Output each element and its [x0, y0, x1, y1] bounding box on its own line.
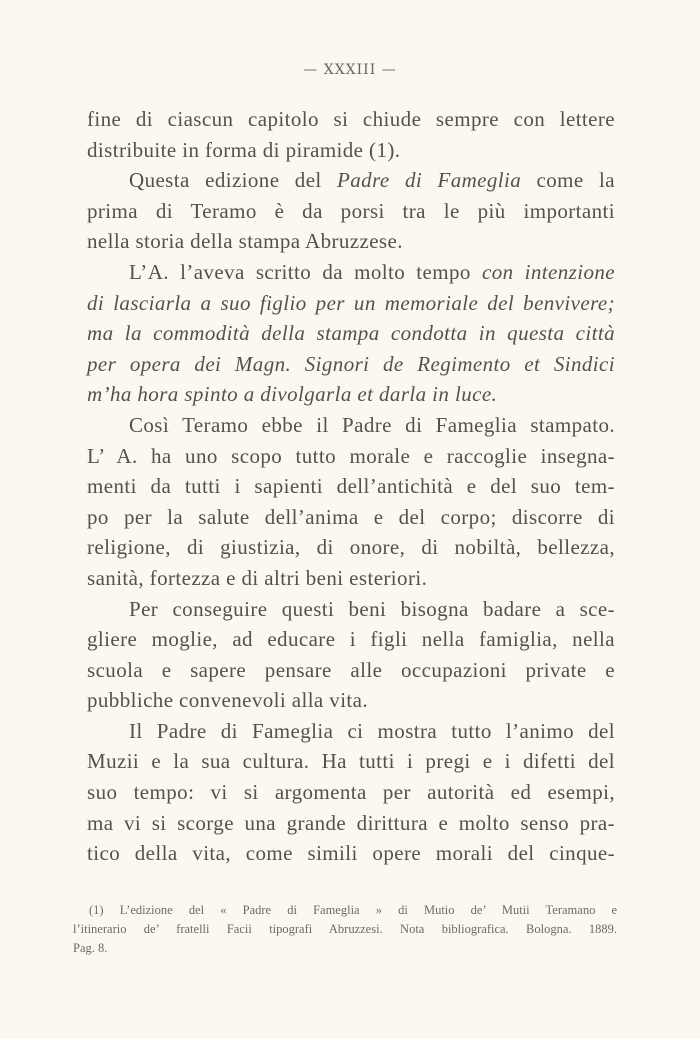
body-line	[87, 471, 615, 502]
body-text	[87, 104, 615, 869]
footnote-line: (1) L’edizione del « Padre di Fameglia » di Mutio de’ Mutii Teramano e	[89, 903, 617, 917]
body-line	[87, 624, 615, 655]
body-line	[87, 257, 615, 288]
body-line-text: menti da tutti i sapienti dell’antichità e del suo tem-	[87, 474, 615, 499]
body-line-italic: di lasciarla a suo figlio per un memoriale del benvivere;	[87, 290, 615, 315]
body-line	[87, 318, 615, 349]
body-line	[87, 349, 615, 380]
body-line-text: ma vi si scorge una grande dirittura e molto senso pra-	[87, 810, 615, 835]
body-line	[87, 165, 615, 196]
body-line-italic: con intenzione	[481, 259, 615, 284]
footnote	[73, 901, 617, 958]
body-line	[87, 288, 615, 319]
body-line	[87, 379, 615, 410]
body-line-text: gliere moglie, ad educare i figli nella famiglia, nella	[87, 627, 615, 652]
footnote-line: Pag. 8.	[73, 941, 108, 955]
body-line	[87, 226, 615, 257]
body-line-text: nella storia della stampa Abruzzese.	[87, 229, 403, 254]
body-line-text: Questa edizione del	[129, 168, 338, 193]
body-line	[87, 838, 615, 869]
body-line-text: pubbliche convenevoli alla vita.	[87, 688, 369, 713]
body-line	[87, 685, 615, 716]
page-number-header: — XXXIII —	[303, 62, 397, 78]
body-line-text: Il Padre di Fameglia ci mostra tutto l’animo del	[129, 718, 615, 743]
body-line-text: scuola e sapere pensare alle occupazioni private e	[87, 657, 615, 682]
body-line-italic: m’ha hora spinto a divolgarla et darla in luce.	[87, 382, 498, 407]
body-line	[87, 808, 615, 839]
body-line	[87, 655, 615, 686]
body-line	[87, 777, 615, 808]
body-line	[87, 594, 615, 625]
body-line-text: L’ A. ha uno scopo tutto morale e raccoglie insegna-	[87, 443, 615, 468]
body-line-text: fine di ciascun capitolo si chiude sempre con lettere	[87, 107, 615, 131]
body-line	[87, 441, 615, 472]
body-line-text: Muzii e la sua cultura. Ha tutti i pregi e i difetti del	[87, 749, 615, 774]
body-line-text: religione, di giustizia, di onore, di nobiltà, bellezza,	[87, 535, 615, 560]
body-line	[87, 104, 615, 135]
body-line	[87, 502, 615, 533]
body-line-italic: Padre di Fameglia	[337, 168, 522, 193]
body-line	[87, 716, 615, 747]
body-line-text: tico della vita, come simili opere morali del cinque-	[87, 841, 615, 866]
body-line-text-after: come la	[521, 168, 615, 193]
body-line	[87, 532, 615, 563]
body-line	[87, 196, 615, 227]
body-line-italic: ma la commodità della stampa condotta in questa città	[87, 321, 615, 346]
body-line-text: Così Teramo ebbe il Padre di Fameglia stampato.	[129, 412, 615, 437]
body-line-text: prima di Teramo è da porsi tra le più importanti	[87, 198, 615, 223]
footnote-line: l’itinerario de’ fratelli Facii tipografi Abruzzesi. Nota bibliografica. Bologna. 1889.	[73, 922, 617, 936]
body-line-text: suo tempo: vi si argomenta per autorità ed esempi,	[87, 780, 615, 805]
body-line	[87, 135, 615, 166]
body-line	[87, 746, 615, 777]
body-line-text: po per la salute dell’anima e del corpo; discorre di	[87, 504, 615, 529]
body-line-text: sanità, fortezza e di altri beni esteriori.	[87, 565, 428, 590]
body-line-text: L’A. l’aveva scritto da molto tempo	[129, 259, 482, 284]
body-line-text: distribuite in forma di piramide (1).	[87, 137, 401, 162]
body-line-text: Per conseguire questi beni bisogna badare a sce-	[129, 596, 615, 621]
body-line	[87, 563, 615, 594]
body-line	[87, 410, 615, 441]
body-line-italic: per opera dei Magn. Signori de Regimento et Sindici	[87, 351, 615, 376]
